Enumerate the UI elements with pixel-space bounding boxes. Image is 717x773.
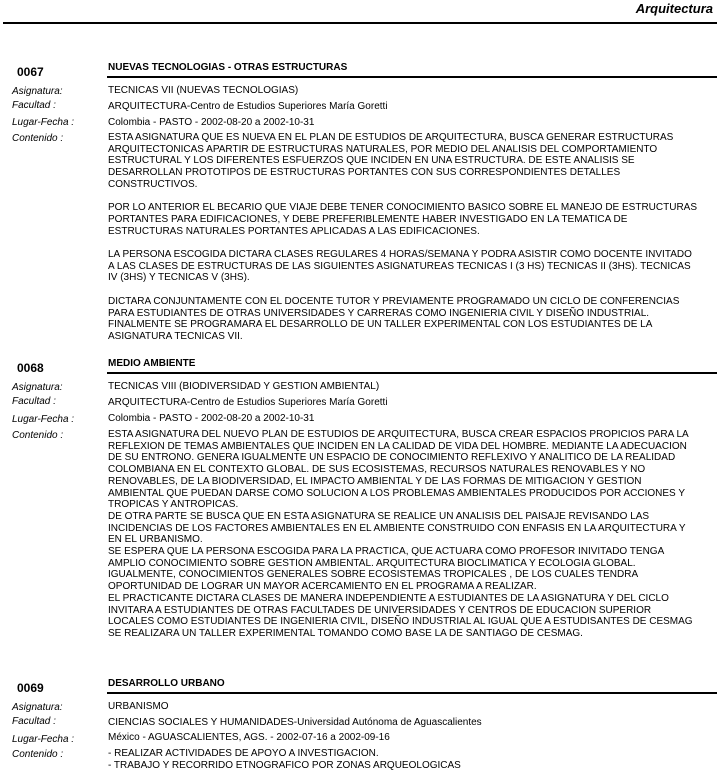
page-header-title: Arquitectura <box>635 1 713 16</box>
lugar-fecha-label: Lugar-Fecha : <box>12 414 75 425</box>
asignatura-value: TECNICAS VIII (BIODIVERSIDAD Y GESTION AMBIENTAL) <box>108 381 380 392</box>
facultad-value: ARQUITECTURA-Centro de Estudios Superiores María Goretti <box>108 101 388 112</box>
facultad-label: Facultad : <box>12 100 56 111</box>
entry-code: 0068 <box>17 361 44 375</box>
contenido-text: - REALIZAR ACTIVIDADES DE APOYO A INVESTIGACION. - TRABAJO Y RECORRIDO ETNOGRAFICO POR ZONAS ARQUEOLOGICAS <box>108 748 461 771</box>
entry-rule <box>107 692 717 694</box>
entry-rule <box>107 76 717 78</box>
lugar-fecha-value: México - AGUASCALIENTES, AGS. - 2002-07-16 a 2002-09-16 <box>108 732 390 743</box>
lugar-fecha-label: Lugar-Fecha : <box>12 117 75 128</box>
header-rule <box>3 22 717 24</box>
entry-code: 0069 <box>17 681 44 695</box>
facultad-value: CIENCIAS SOCIALES Y HUMANIDADES-Universidad Autónoma de Aguascalientes <box>108 717 482 728</box>
entry-code: 0067 <box>17 65 44 79</box>
contenido-label: Contenido : <box>12 749 64 760</box>
entry-title: DESARROLLO URBANO <box>108 678 225 689</box>
facultad-label: Facultad : <box>12 396 56 407</box>
asignatura-label: Asignatura: <box>12 86 63 97</box>
asignatura-value: URBANISMO <box>108 701 169 712</box>
lugar-fecha-value: Colombia - PASTO - 2002-08-20 a 2002-10-31 <box>108 117 315 128</box>
contenido-text: ESTA ASIGNATURA DEL NUEVO PLAN DE ESTUDIOS DE ARQUITECTURA, BUSCA CREAR ESPACIOS PROPICIOS PARA LA REFLEXION DE TEMAS AMBIENTALES QUE INCIDEN EN LA CALIDAD DE VIDA DEL HOMBRE. MEDIANTE LA ADECUACION DE SU ENTRONO. GENERA IGUALMENTE UN ESPACIO DE CONOCIMIENTO REFLEXIVO Y ANALITICO DE LA REALIDAD COLOMBIANA EN EL CONTEXTO GLOBAL. DE SUS ECOSISTEMAS, RECURSOS NATURALES RENOVABLES Y NO RENOVABLES, DE LA BIODIVERSIDAD, EL IMPACTO AMBIENTAL Y DE LAS FORMAS DE MITIGACION Y GESTION AMBIENTAL QUE PUEDAN DARSE COMO SOLUCION A LOS PROBLEMAS AMBIENTALES PRODUCIDOS POR ACCIONES Y TROPICAS Y ANTROPICAS. DE OTRA PARTE SE BUSCA QUE EN ESTA ASIGNATURA SE REALICE UN ANALISIS DEL PAISAJE REVISANDO LAS INCIDENCIAS DE LOS FACTORES AMBIENTALES EN EL AMBIENTE CONSTRUIDO CON ENFASIS EN LA ARQUITECTURA Y EN EL URBANISMO. SE ESPERA QUE LA PERSONA ESCOGIDA PARA LA PRACTICA, QUE ACTUARA COMO PROFESOR INIVITADO TENGA AMPLIO CONOCIMIENTO SOBRE GESTION AMBIENTAL. ARQUITECTURA BIOCLIMATICA Y ECOLOGIA GLOBAL. IGUALMENTE, CONOCIMIENTOS GENERALES SOBRE ECOSISTEMAS TROPICALES , DE LOS CUALES TENDRA OPORTUNIDAD DE LOGRAR UN MAYOR ACERCAMIENTO EN EL PROGRAMA A REALIZAR. EL PRACTICANTE DICTARA CLASES DE MANERA INDEPENDIENTE A ESTUDIANTES DE LA ASIGNATURA Y DEL CICLO INVITARA A ESTUDIANTES DE OTRAS FACULTADES DE UNIVERSIDADES Y CENTROS DE EDUCACION SUPERIOR LOCALES COMO ESTUDIANTES DE INGENIERIA CIVIL, DISEÑO INDUSTRIAL AL IGUAL QUE A ESTUDISANTES DE CESMAG SE REALIZARA UN TALLER EXPERIMENTAL TOMANDO COMO BASE LA DE SANTIAGO DE CESMAG. <box>108 429 693 639</box>
asignatura-label: Asignatura: <box>12 702 63 713</box>
contenido-text: ESTA ASIGNATURA QUE ES NUEVA EN EL PLAN DE ESTUDIOS DE ARQUITECTURA, BUSCA GENERAR ESTRUCTURAS ARQUITECTONICAS APARTIR DE ESTRUCTURAS NATURALES, POR MEDIO DEL ANALISIS DEL COMPORTAMIENTO ESTRUCTURAL Y LOS DIFERENTES ESFUERZOS QUE INCIDEN EN UNA ESTRUCTURA. DE ESTE ANALISIS SE DESARROLLAN PROTOTIPOS DE ESTRUCTURAS PORTANTES CON SUS CORRESPONDIENTES DETALLES CONSTRUCTIVOS. POR LO ANTERIOR EL BECARIO QUE VIAJE DEBE TENER CONOCIMIENTO BASICO SOBRE EL MANEJO DE ESTRUCTURAS PORTANTES PARA EDIFICACIONES, Y DEBE PREFERIBLEMENTE HABER INVESTIGADO EN LA TEMATICA DE ESTRUCTURAS NATURALES PORTANTES APLICADAS A LAS EDIFICACIONES. LA PERSONA ESCOGIDA DICTARA CLASES REGULARES 4 HORAS/SEMANA Y PODRA ASISTIR COMO DOCENTE INVITADO A LAS CLASES DE ESTRUCTURAS DE LAS SIGUIENTES ASIGNATUREAS TECNICAS I (3 HS) TECNICAS II (3HS). TECNICAS IV (3HS) Y TECNICAS V (3HS). DICTARA CONJUNTAMENTE CON EL DOCENTE TUTOR Y PREVIAMENTE PROGRAMADO UN CICLO DE CONFERENCIAS PARA ESTUDIANTES DE OTRAS UNIVERSIDADES Y CARRERAS COMO INGENIERIA CIVIL Y DISEÑO INDUSTRIAL. FINALMENTE SE PROGRAMARA EL DESARROLLO DE UN TALLER EXPERIMENTAL CON LOS ESTUDIANTES DE LA ASIGNATURA TECNICAS VII. <box>108 132 698 342</box>
entry-title: MEDIO AMBIENTE <box>108 358 196 369</box>
facultad-value: ARQUITECTURA-Centro de Estudios Superiores María Goretti <box>108 397 388 408</box>
lugar-fecha-value: Colombia - PASTO - 2002-08-20 a 2002-10-31 <box>108 413 315 424</box>
entry-title: NUEVAS TECNOLOGIAS - OTRAS ESTRUCTURAS <box>108 62 348 73</box>
contenido-label: Contenido : <box>12 133 64 144</box>
contenido-label: Contenido : <box>12 430 64 441</box>
entry-rule <box>107 372 717 374</box>
asignatura-label: Asignatura: <box>12 382 63 393</box>
facultad-label: Facultad : <box>12 716 56 727</box>
lugar-fecha-label: Lugar-Fecha : <box>12 734 75 745</box>
asignatura-value: TECNICAS VII (NUEVAS TECNOLOGIAS) <box>108 85 299 96</box>
